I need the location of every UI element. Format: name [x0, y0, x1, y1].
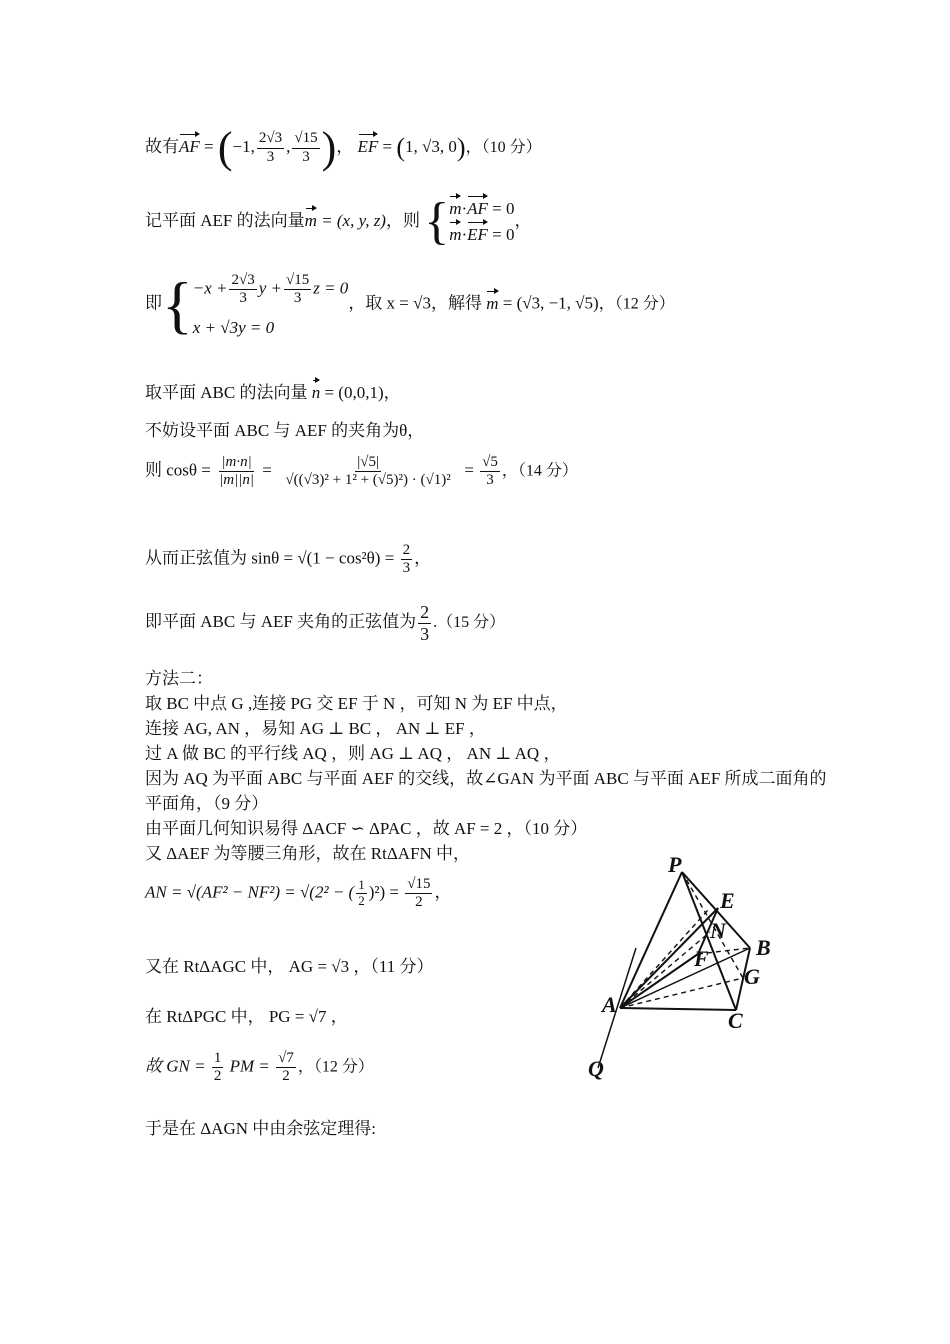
left-brace: { — [424, 193, 450, 250]
left-paren: ( — [217, 123, 233, 172]
text-line: 又在 RtΔAGC 中， AG = √3 ，（11 分） — [145, 957, 434, 976]
vector-m: m — [486, 293, 499, 313]
score-note: ，（10 分） — [465, 138, 542, 156]
label-e: E — [720, 888, 735, 913]
text-line: 取 BC 中点 G ,连接 PG 交 EF 于 N ，可知 N 为 EF 中点， — [145, 694, 568, 713]
equation-system: m·AF = 0 m·EF = 0 — [449, 199, 515, 244]
label-c: C — [728, 1008, 743, 1033]
line-normal-vector-aef: 记平面 AEF 的法向量m = (x, y, z)，则 { m·AF = 0 m·EF = 0 ， — [145, 193, 532, 250]
label-f: F — [694, 946, 709, 971]
score-note: ，（14 分） — [501, 462, 578, 480]
vector-af: AF — [179, 136, 200, 156]
line-an-length: AN = √(AF² − NF²) = √(2² − ( $\frac{1}{2}$ )²) = $\frac{√15}{2}$ ， — [145, 876, 452, 911]
text-line: 在 RtΔPGC 中， PG = √7 ， — [145, 1007, 348, 1026]
fraction: $\frac{√7}{2}$ — [278, 1050, 294, 1085]
text-line: 因为 AQ 为平面 ABC 与平面 AEF 的交线，故∠GAN 为平面 ABC 与平面 AEF 所成二面角的 — [145, 769, 827, 788]
vector-m: m — [304, 210, 317, 230]
equation-system: −x + $\frac{2√3}{3}$ y + $\frac{√15}{3}$ z = 0 x + √3y = 0 — [192, 272, 349, 337]
pyramid-diagram — [578, 848, 788, 1083]
line-gn-length: 故 GN = $\frac{1}{2}$ PM = $\frac{√7}{2}$ ，（12 分） — [145, 1050, 374, 1085]
fraction: $\frac{√15}{3}$ — [294, 130, 318, 165]
line-normal-vector-abc: 取平面 ABC 的法向量 n = (0,0,1)， — [145, 383, 401, 402]
line-af-ef-vectors: 故有AF = (−1, $\frac{2√3}{3}$ , $\frac{√15}{3}$ )， EF = (1, √3, 0)，（10 分） — [145, 123, 542, 172]
text-line: 由平面几何知识易得 ΔACF ∽ ΔPAC ，故 AF = 2 ，（10 分） — [145, 819, 588, 838]
vector-n: n — [311, 383, 321, 402]
text-line: 于是在 ΔAGN 中由余弦定理得: — [145, 1119, 376, 1138]
text-line: 连接 AG, AN ，易知 AG ⊥ BC ， AN ⊥ EF ， — [145, 719, 486, 738]
text-line: 又 ΔAEF 为等腰三角形，故在 RtΔAFN 中， — [145, 844, 471, 863]
label-b: B — [756, 935, 771, 960]
line-solve-m: 即{ −x + $\frac{2√3}{3}$ y + $\frac{√15}{3}$ z = 0 x + √3y = 0 ，取 x = √3，解得 m = (√3, −1, √5)，（12 分） — [145, 268, 675, 340]
label-g: G — [744, 964, 760, 989]
fraction: $\frac{2}{3}$ — [420, 602, 430, 644]
edge-ab — [620, 948, 750, 1008]
line-sin-theta: 从而正弦值为 sinθ = √(1 − cos²θ) = $\frac{2}{3}$ ， — [145, 542, 432, 577]
edge-ac — [620, 1008, 736, 1010]
score-note: ，（12 分） — [297, 1058, 374, 1076]
right-paren: ) — [321, 123, 337, 172]
label-n: N — [710, 918, 726, 943]
fraction: $\frac{√15}{2}$ — [407, 876, 431, 911]
fraction: $\frac{1}{2}$ — [358, 877, 365, 909]
fraction: $\frac{|√5|}{\text{√((√3)² + 1² + (√5)²) · (√1)²}}$ — [285, 454, 451, 489]
text-line: 平面角，（9 分） — [145, 794, 269, 813]
score-note: .（15 分） — [433, 614, 506, 632]
label-q: Q — [588, 1056, 604, 1081]
method-two-heading: 方法二： — [145, 669, 213, 688]
label-p: P — [668, 852, 682, 877]
left-brace: { — [162, 268, 193, 340]
fraction: $\frac{|m\cdot n|}{|m||n|}$ — [219, 454, 254, 489]
line-sine-conclusion: 即平面 ABC 与 AEF 夹角的正弦值为 $\frac{2}{3}$ .（15 分） — [145, 602, 506, 644]
fraction: $\frac{√5}{3}$ — [482, 454, 498, 489]
line-angle-theta: 不妨设平面 ABC 与 AEF 的夹角为θ， — [145, 421, 425, 440]
text-line: 过 A 做 BC 的平行线 AQ ，则 AG ⊥ AQ ， AN ⊥ AQ ， — [145, 744, 561, 763]
fraction: $\frac{1}{2}$ — [213, 1050, 222, 1085]
fraction: $\frac{2}{3}$ — [402, 542, 411, 577]
vector-ef: EF — [357, 136, 379, 156]
label-a: A — [602, 992, 617, 1017]
line-cos-theta: 则 cosθ = $\frac{|m\cdot n|}{|m||n|}$ = $\frac{|√5|}{\text{√((√3)² + 1² + (√5)²) · (√1)²}}$ = $\frac{√5}{3}$ ，（14 分） — [145, 454, 578, 489]
fraction: $\frac{2√3}{3}$ — [258, 130, 283, 165]
score-note: ，（12 分） — [598, 295, 675, 313]
